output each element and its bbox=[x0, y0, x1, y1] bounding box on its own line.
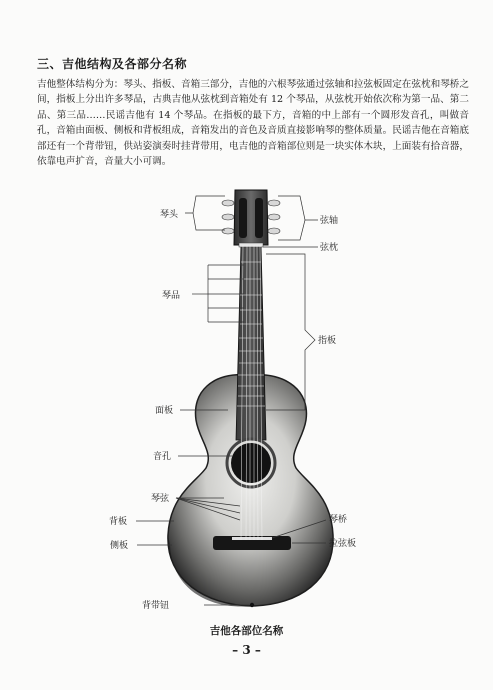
label-headstock: 琴头 bbox=[160, 210, 179, 220]
label-strap-button: 背带钮 bbox=[142, 601, 170, 611]
label-saddle: 琴桥 bbox=[329, 515, 348, 525]
label-tuners: 弦轴 bbox=[320, 216, 339, 226]
label-strings: 琴弦 bbox=[151, 494, 170, 504]
label-soundhole: 音孔 bbox=[153, 452, 172, 462]
figure-caption: 吉他各部位名称 bbox=[209, 625, 284, 637]
label-fingerboard: 指板 bbox=[318, 336, 337, 346]
label-soundboard: 面板 bbox=[155, 406, 174, 416]
page-number: – 3 – bbox=[232, 643, 261, 657]
headstock bbox=[222, 190, 280, 245]
bridge bbox=[213, 536, 291, 550]
section-heading: 三、吉他结构及各部分名称 bbox=[37, 57, 188, 71]
label-bridge: 拉弦板 bbox=[329, 539, 357, 549]
strap-button bbox=[250, 603, 254, 607]
soundhole bbox=[227, 439, 275, 487]
label-backboard: 背板 bbox=[109, 517, 128, 527]
fingerboard bbox=[236, 245, 266, 440]
label-nut: 弦枕 bbox=[320, 243, 339, 253]
label-frets: 琴品 bbox=[162, 291, 181, 301]
nut bbox=[239, 243, 263, 247]
body-paragraph: 吉他整体结构分为：琴头、指板、音箱三部分，吉他的六根琴弦通过弦轴和拉弦板固定在弦枕和琴桥之间，指板上分出许多琴品，古典吉他从弦枕到音箱处有 12 个琴品，从弦枕开始依次称为第一品、第二品、第三品……民谣吉他有 14 个琴品。在指板的最下方，音箱的中上部有一个圆形发音孔，叫做音孔，音箱由面板、侧板和背板组成，音箱发出的音色及音质直接影响琴的整体质量。民谣吉他在音箱底部还有一个背带钮，供站姿演奏时挂背带用，电吉他的音箱部位则是一块实体木块，上面装有拾音器，依靠电声扩音，音量大小可调。 bbox=[37, 79, 469, 168]
label-sideboard: 侧板 bbox=[110, 541, 129, 551]
